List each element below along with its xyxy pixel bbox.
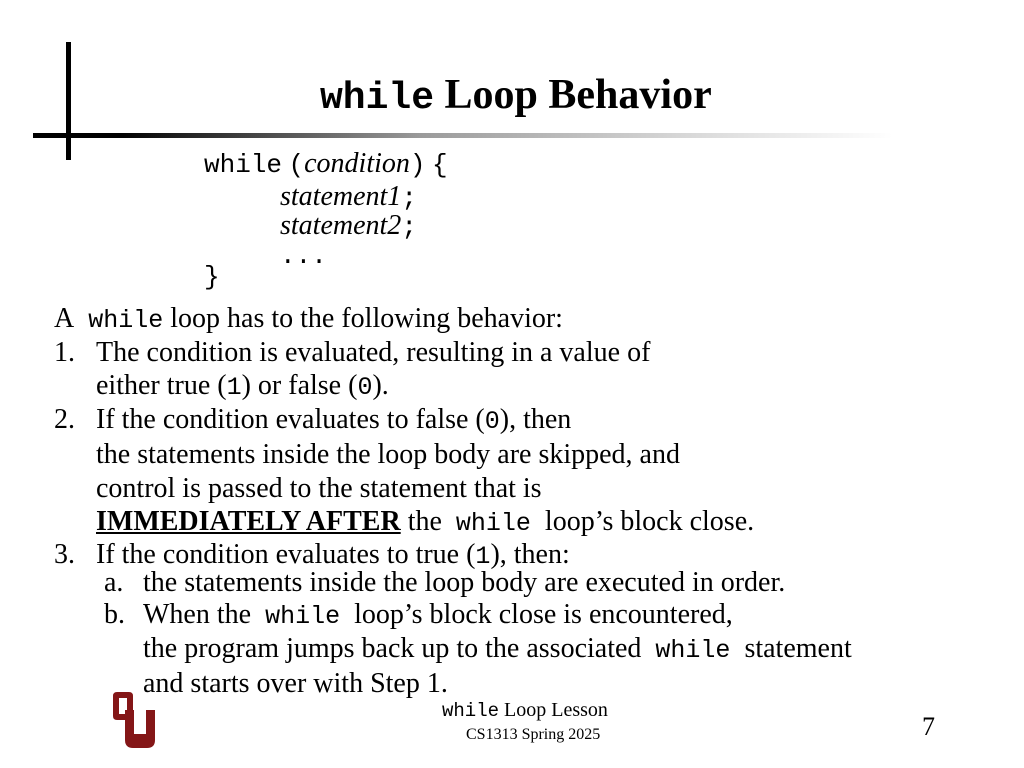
step-3-number: 3. <box>54 539 75 570</box>
footer-lesson: while Loop Lesson <box>442 699 608 722</box>
immediately-after-emphasis: IMMEDIATELY AFTER <box>96 506 401 537</box>
substep-b-letter: b. <box>104 599 125 630</box>
corner-vertical-line <box>66 42 71 160</box>
code-ellipsis: ... <box>280 241 327 271</box>
footer-course: CS1313 Spring 2025 <box>466 726 601 743</box>
step-2-line-1: If the condition evaluates to false (0), then <box>96 404 572 436</box>
step-2-line-2: the statements inside the loop body are skipped, and <box>96 439 680 470</box>
code-condition: condition <box>304 148 410 179</box>
step-1-line-1: The condition is evaluated, resulting in a value of <box>96 337 651 368</box>
code-statement1: statement1; <box>280 181 417 213</box>
ou-logo-icon <box>110 690 158 750</box>
title-keyword: while <box>320 77 435 120</box>
substep-b-line-2: the program jumps back up to the associated while statement <box>143 633 852 665</box>
ou-logo <box>110 690 158 750</box>
page-title <box>320 70 712 124</box>
step-2-line-3: control is passed to the statement that is <box>96 473 542 504</box>
substep-a-text: the statements inside the loop body are executed in order. <box>143 567 786 598</box>
title-underline <box>33 133 893 138</box>
code-line-while: while (condition) { <box>204 148 448 180</box>
intro-line: A while loop has to the following behavior: <box>54 303 563 335</box>
substep-a-letter: a. <box>104 567 124 598</box>
title-text: Loop Behavior <box>444 72 712 118</box>
page-number: 7 <box>922 712 935 741</box>
code-statement2: statement2; <box>280 210 417 242</box>
step-1-number: 1. <box>54 337 75 368</box>
step-2-line-4: IMMEDIATELY AFTER the while loop’s block close. <box>96 506 755 538</box>
step-1-line-2: either true (1) or false (0). <box>96 370 389 402</box>
step-2-number: 2. <box>54 404 75 435</box>
code-close-brace: } <box>204 262 220 292</box>
intro-keyword: while <box>88 306 164 335</box>
substep-b-line-3: and starts over with Step 1. <box>143 668 448 699</box>
substep-b-line-1: When the while loop’s block close is encountered, <box>143 599 733 631</box>
step-3-line-1: If the condition evaluates to true (1), then: <box>96 539 570 571</box>
